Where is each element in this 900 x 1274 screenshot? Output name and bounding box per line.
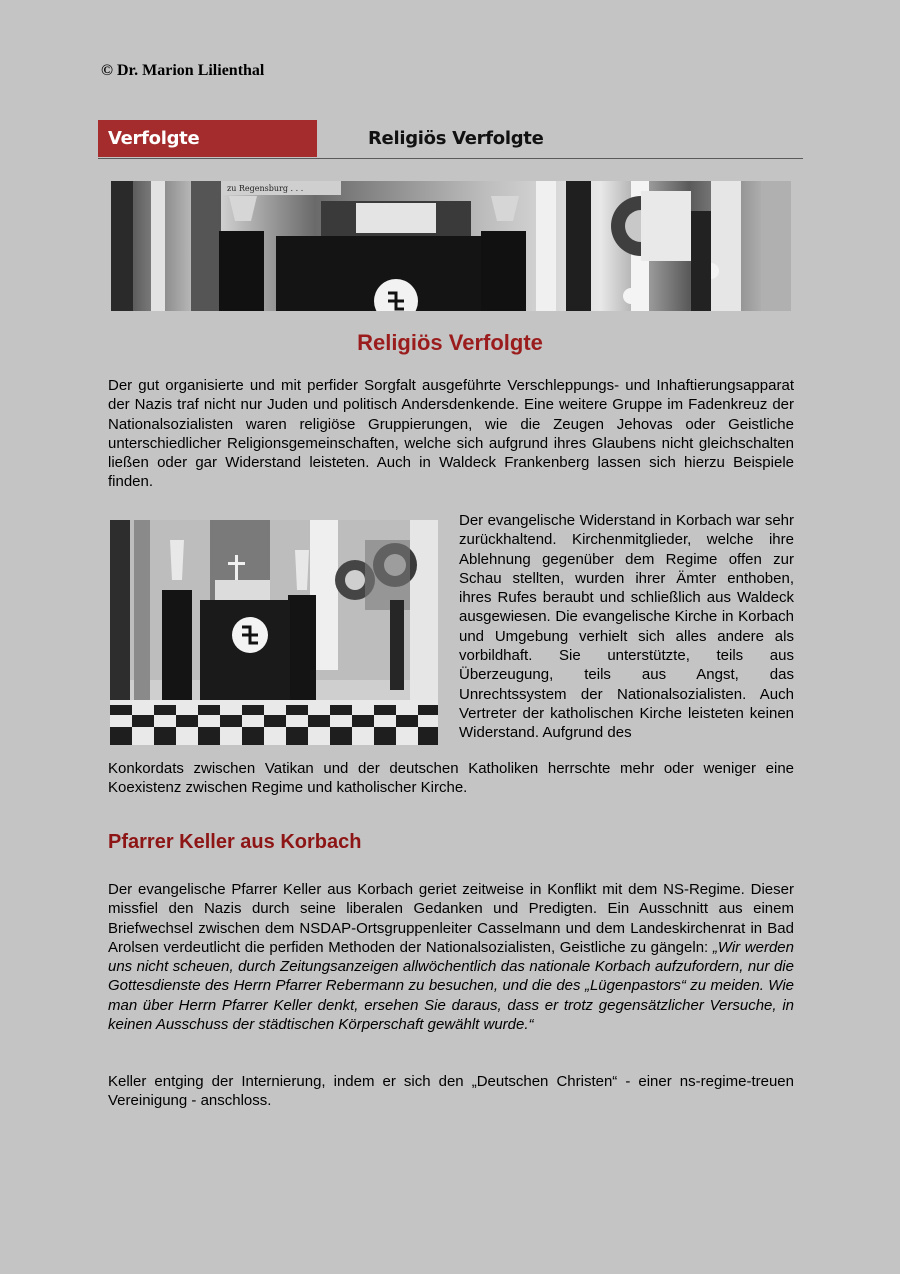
resistance-paragraph-side: Der evangelische Widerstand in Korbach war sehr zurückhaltend. Kirchenmitglieder, welche ihre Ablehnung gegenüber dem Regime offen zur Schau stellten, wurden ihrer Ämter enthoben, ihres Rufes beraubt und schließlich aus Waldeck ausgewiesen. Die evangelische Kirche in Korbach und Umgebung verhielt sich alles andere als vorbildhaft. Sie unterstützte, teils aus Überzeugung, teils aus Angst, das Unrechtssystem der Nationalsozialisten. Auch Vertreter der katholischen Kirche leisteten keinen Widerstand. Aufgrund des [459,512,794,742]
keller-quote: „Wir werden uns nicht scheuen, durch Zeitungsanzeigen allwöchentlich das nationale Korbach aufzufordern, nur die Gottesdienste des Herrn Pfarrer Rebermann zu besuchen, und die des „Lügenpastors“ zu meiden. Wie man über Herrn Pfarrer Keller denkt, ersehen Sie daraus, dass er trotz gegensätzlicher Versuche, in keinen Ausschuss der städtischen Körperschaft gewählt wurde.“ [108,938,794,1034]
banner-sign-text: zu Regensburg . . . [227,184,304,193]
keller-paragraph-text: Der evangelische Pfarrer Keller aus Korbach geriet zeitweise in Konflikt mit dem NS-Regime. Dieser missfiel den Nazis durch seine liberalen Gedanken und Predigten. Ein Ausschnitt aus einem Briefwechsel zwischen dem NSDAP-Ortsgruppenleiter Casselmann und dem Landeskirchenrat in Bad Arolsen verdeutlicht die perfiden Methoden der Nationalsozialisten, Geistliche zu gängeln: [108,881,794,956]
tab-verfolgte[interactable]: Verfolgte [98,120,317,157]
tab-page-title: Religiös Verfolgte [368,128,544,149]
section-tab-bar [98,120,803,159]
banner-photo [111,181,791,311]
resistance-paragraph-continued: Konkordats zwischen Vatikan und der deutschen Katholiken herrschte mehr oder weniger eine Koexistenz zwischen Regime und katholischer Kirche. [108,760,794,797]
section-title: Religiös Verfolgte [357,330,543,355]
keller-paragraph [108,880,794,1034]
altar-photo [110,520,438,745]
keller-heading: Pfarrer Keller aus Korbach [108,831,362,853]
keller-closing-paragraph: Keller entging der Internierung, indem er sich den „Deutschen Christen“ - einer ns-regime-treuen Vereinigung - anschloss. [108,1073,794,1110]
copyright: © Dr. Marion Lilienthal [101,62,265,79]
intro-paragraph: Der gut organisierte und mit perfider Sorgfalt ausgeführte Verschleppungs- und Inhaftierungsapparat der Nazis traf nicht nur Juden und politisch Andersdenkende. Eine weitere Gruppe im Fadenkreuz der Nationalsozialisten waren religiöse Gruppierungen, wie die Zeugen Jehovas oder Geistliche unterschiedlicher Religionsgemeinschaften, welche sich aufgrund ihres Glaubens nicht gleichschalten ließen oder gar Widerstand leisteten. Auch in Waldeck Frankenberg lassen sich hierzu Beispiele finden. [108,377,794,491]
